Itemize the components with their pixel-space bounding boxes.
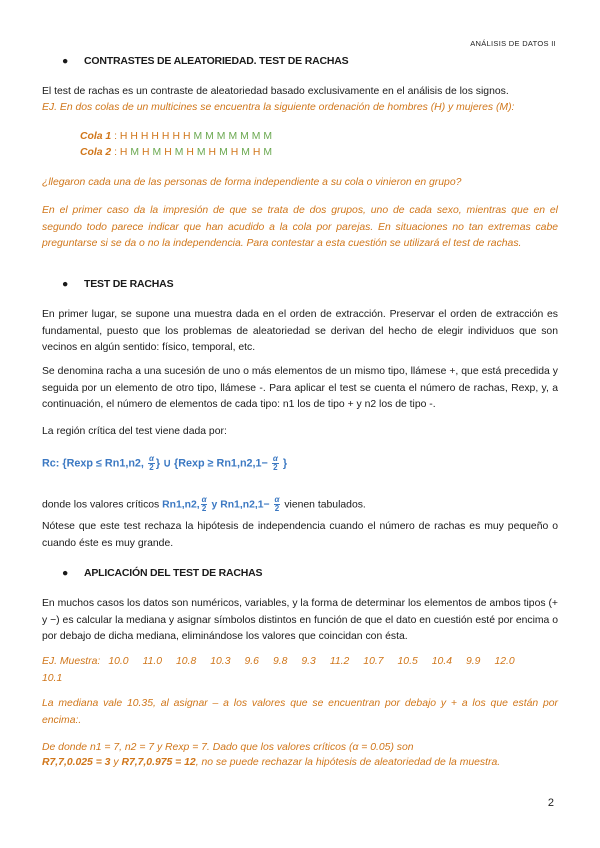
critical-value-low: R7,7,0.025 = 3 [42, 757, 111, 768]
page-number: 2 [547, 797, 554, 809]
sample-label: EJ. Muestra: [42, 656, 101, 667]
alpha-half-fraction: $\frac{\alpha}{2}$ [272, 454, 278, 472]
cola-letter: M [240, 131, 249, 142]
order-paragraph: En primer lugar, se supone una muestra dada en el orden de extracción. Preservar el orden de extracción es fundamental, puesto que los problemas de aleatoriedad se derivan del hecho de elegir individuos que son vecinos en algún sentido: físico, temporal, etc. [42, 309, 558, 354]
cola-letter: M [241, 147, 250, 158]
cola-letter: H [142, 147, 150, 158]
cola-letter: H [119, 131, 128, 142]
alpha-half-fraction: $\frac{\alpha}{2}$ [201, 495, 207, 513]
heading-text: CONTRASTES DE ALEATORIEDAD. TEST DE RACHAS [84, 55, 349, 67]
union-symbol: ∪ [163, 457, 172, 470]
cola-2-label: Cola 2 [80, 147, 112, 158]
sample-value: 11.2 [329, 656, 350, 667]
sample-values [42, 654, 558, 687]
cola-2-sequence [120, 147, 272, 158]
critical-values-line: donde los valores críticos Rn1,n2, $\frac{\alpha}{2}$ y Rn1,n2,1− $\frac{\alpha}{2}$ vienen tabulados. [42, 495, 366, 513]
alpha-half-fraction: $\frac{\alpha}{2}$ [148, 454, 154, 472]
cola-1-row: Cola 1 : H H H H H H H M M M M M M M [80, 131, 273, 142]
bullet-icon: ● [62, 55, 69, 67]
cola-letter: M [216, 131, 226, 142]
cola-letter: H [140, 131, 149, 142]
sample-value: 10.0 [108, 656, 129, 667]
cola-letter: M [263, 131, 273, 142]
cola-letter: H [172, 131, 180, 142]
alpha-half-fraction: $\frac{\alpha}{2}$ [274, 495, 280, 513]
cola-letter: H [161, 131, 170, 142]
cola-letter: H [230, 147, 239, 158]
median-text: La mediana vale 10.35, al asignar – a los valores que se encuentran por debajo y + a los que están por encima:. [42, 698, 558, 726]
sample-value: 9.6 [244, 656, 259, 667]
section-heading-contrastes [42, 55, 558, 67]
conclusion-line-2: R7,7,0.025 = 3 y R7,7,0.975 = 12, no se puede rechazar la hipótesis de aleatoriedad de la muestra. [42, 757, 501, 768]
formula-part-2: {Rexp ≥ Rn1,n2,1− [174, 457, 268, 470]
bullet-icon: ● [62, 278, 69, 290]
cola-letter: M [263, 147, 273, 158]
answer-paragraph: En el primer caso da la impresión de que se trata de dos grupos, uno de cada sexo, mientras que en el segundo todo parece indicar que han acudido a la cola por parejas. En situaciones no tan extremas cabe preguntarse si se da o no la independencia. Para contestar a esta cuestión se utilizará el test de rachas. [42, 205, 558, 250]
bullet-icon: ● [62, 567, 69, 579]
cola-letter: M [152, 147, 162, 158]
sample-last-value: 10.1 [42, 672, 63, 684]
cola-letter: M [196, 147, 206, 158]
cola-letter: M [205, 131, 214, 142]
cola-letter: H [208, 147, 217, 158]
sample-value: 10.5 [397, 656, 418, 667]
cola-1-sequence [120, 131, 272, 142]
application-paragraph: En muchos casos los datos son numéricos, variables, y la forma de determinar los elementos de ambos tipos (+ y −) es calcular la mediana y asignar símbolos distintos en función de que el dato en cuestión esté por encima o por debajo de dicha mediana, eliminándose los valores que coincidan con ésta. [42, 598, 558, 643]
cola-letter: H [252, 147, 261, 158]
sample-value: 12.0 [494, 656, 515, 667]
cola-letter: M [219, 147, 228, 158]
cola-letter: H [119, 147, 128, 158]
section-heading-test-rachas [42, 278, 558, 290]
sample-value: 10.3 [210, 656, 231, 667]
cola-letter: M [130, 147, 140, 158]
example-intro: EJ. En dos colas de un multicines se encuentra la siguiente ordenación de hombres (H) y mujeres (M): [42, 102, 515, 113]
sample-row [42, 654, 558, 671]
cola-1-label: Cola 1 [80, 131, 112, 142]
cola-letter: H [130, 131, 138, 142]
cola-letter: M [251, 131, 261, 142]
sample-value: 9.3 [301, 656, 316, 667]
cola-2-row: Cola 2 : H M H M H M H M H M H M H M [80, 147, 273, 158]
formula-part-1: Rc: {Rexp ≤ Rn1,n2, [42, 457, 144, 470]
cola-letter: H [182, 131, 191, 142]
sample-value: 11.0 [142, 656, 163, 667]
cola-letter: H [151, 131, 159, 142]
cola-letter: M [228, 131, 238, 142]
sample-value: 10.4 [431, 656, 452, 667]
cola-letter: H [186, 147, 194, 158]
sample-value: 10.8 [176, 656, 197, 667]
sample-value: 9.8 [272, 656, 288, 667]
cola-letter: M [193, 131, 203, 142]
sample-value: 10.7 [363, 656, 384, 667]
critical-value-high: R7,7,0.975 = 12 [121, 757, 196, 768]
critical-region-formula: Rc: {Rexp ≤ Rn1,n2, $\frac{\alpha}{2}$ } ∪ {Rexp ≥ Rn1,n2,1− $\frac{\alpha}{2}$ } [42, 454, 288, 472]
racha-definition: Se denomina racha a una sucesión de uno o más elementos de un mismo tipo, llámese +, que está precedida y seguida por un elemento de otro tipo, llámese -. Para aplicar el test se cuenta el número de rachas, Rexp, y, a continuación, el número de elementos de cada tipo: n1 los de tipo + y n2 los de tipo -. [42, 366, 558, 411]
cola-letter: H [164, 147, 172, 158]
sample-value: 9.9 [466, 656, 481, 667]
intro-paragraph: El test de rachas es un contraste de aleatoriedad basado exclusivamente en el análisis de los signos. [42, 86, 509, 97]
section-heading-aplicacion [42, 567, 558, 579]
question-text: ¿llegaron cada una de las personas de forma independiente a su cola o vinieron en grupo? [42, 177, 462, 188]
cola-letter: M [174, 147, 184, 158]
critical-region-intro: La región crítica del test viene dada por: [42, 426, 227, 437]
heading-text: TEST DE RACHAS [84, 278, 174, 290]
hypothesis-note: Nótese que este test rechaza la hipótesis de independencia cuando el número de rachas es muy pequeño o cuando éste es muy grande. [42, 521, 558, 549]
conclusion-line-1: De donde n1 = 7, n2 = 7 y Rexp = 7. Dado que los valores críticos (α = 0.05) son [42, 742, 414, 753]
running-header: ANÁLISIS DE DATOS II [470, 39, 556, 48]
heading-text: APLICACIÓN DEL TEST DE RACHAS [84, 567, 263, 579]
